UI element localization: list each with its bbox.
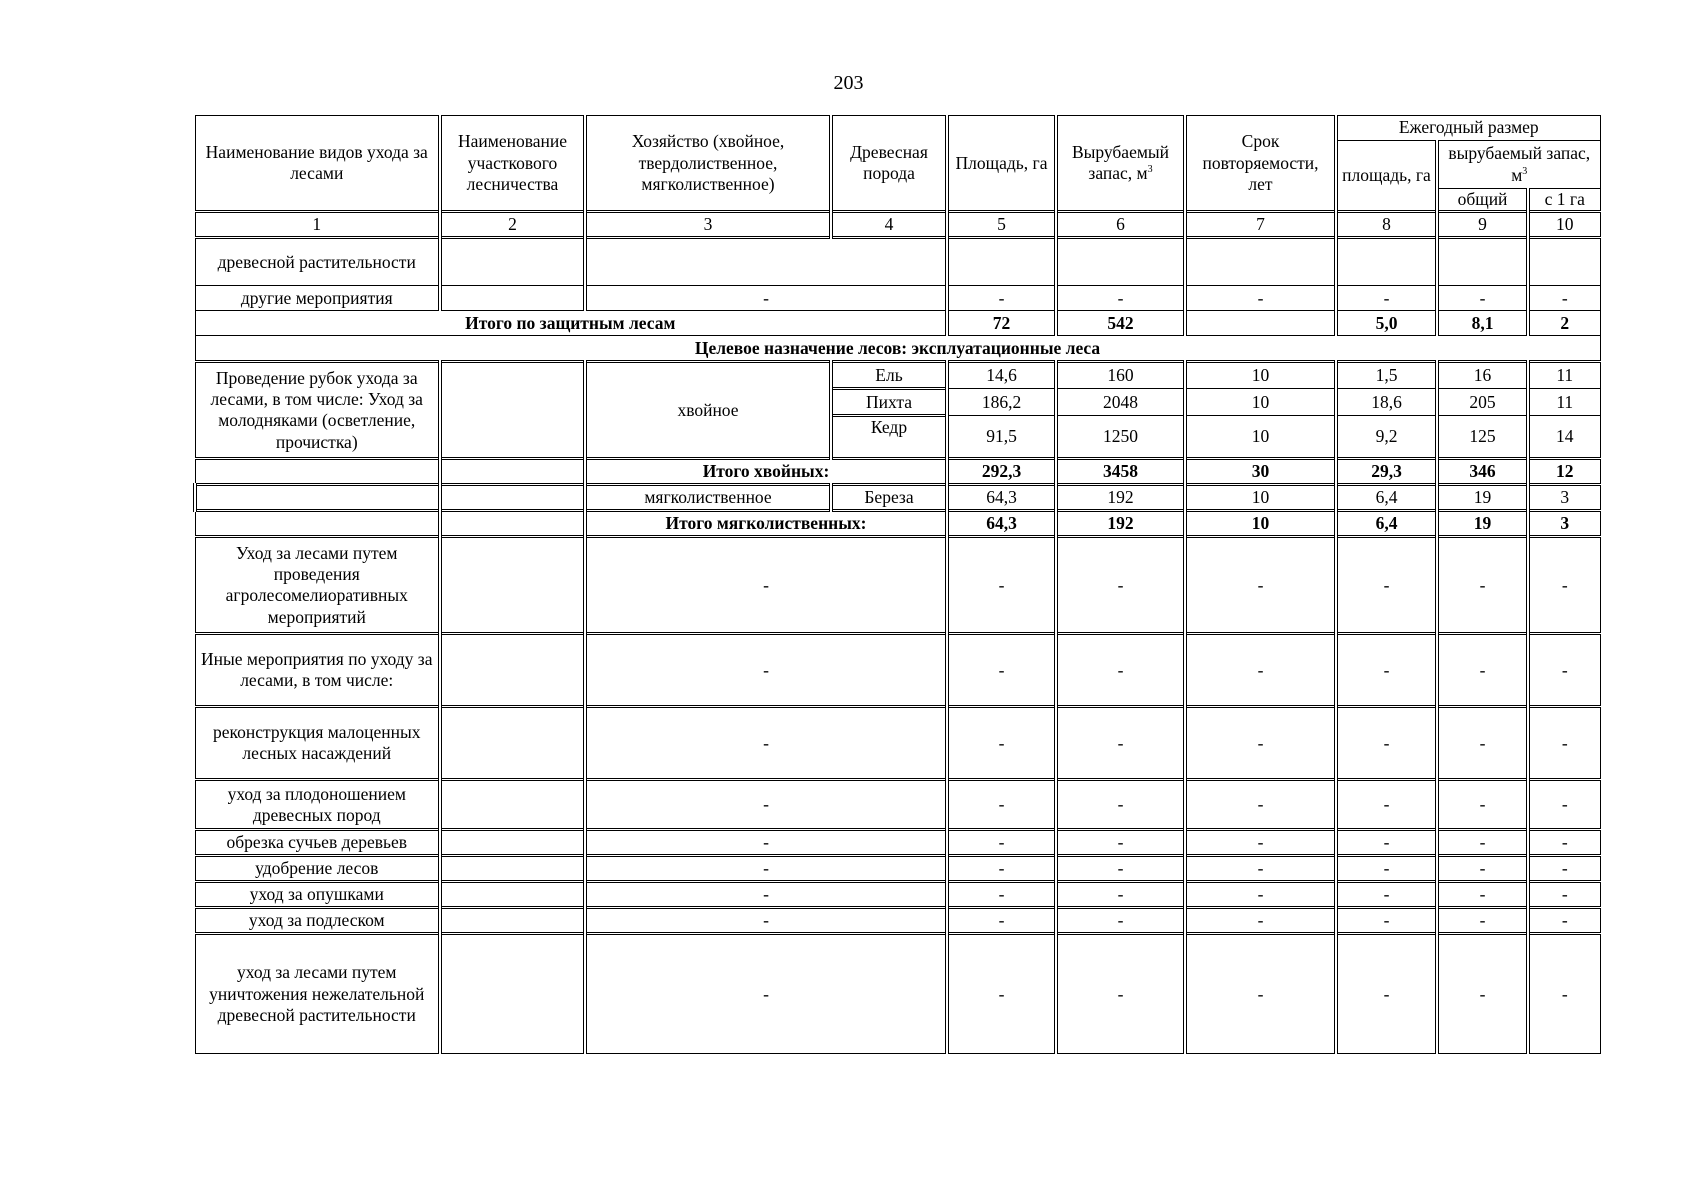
activity-label: древесной растительности [195,238,440,286]
total-row: Итого мягколиственных: 64,3 192 10 6,4 19 3 [195,511,1600,537]
activity-label: Иные мероприятия по уходу за лесами, в том числе: [195,634,440,707]
activity-label: уход за подлеском [195,908,440,934]
page-number: 203 [833,72,864,94]
activity-label: обрезка сучьев деревьев [195,830,440,856]
col-num: 1 [195,212,440,238]
table-row [195,238,1600,286]
table-row: удобрение лесов - - - - - - - [195,856,1600,882]
activity-label: уход за лесами путем уничтожения нежелательной древесной растительности [195,934,440,1054]
header-row [195,116,1600,141]
table-row: реконструкция малоценных лесных насаждений - - - - - - - [195,707,1600,780]
activity-label: Проведение рубок ухода за лесами, в том числе: Уход за молодняками (осветление, прочистка) [195,362,440,459]
conifer-total-label: Итого хвойных: [585,459,947,485]
col-num: 5 [947,212,1056,238]
activity-label: уход за опушками [195,882,440,908]
header-annual-area: площадь, га [1336,141,1437,212]
col-num: 3 [585,212,831,238]
header-col6: Вырубаемый запас, $м^3$ [1056,116,1185,212]
total-row: Итого по защитным лесам 72 542 5,0 8,1 2 [195,311,1600,336]
col-num: 7 [1185,212,1336,238]
activity-label: уход за плодоношением древесных пород [195,780,440,830]
column-numbers-row [195,212,1600,238]
table-row: другие мероприятия - - - - - - - [195,286,1600,311]
header-col2: Наименование участкового лесничества [440,116,585,212]
header-annual-total: общий [1437,189,1528,212]
col-num: 4 [831,212,947,238]
table-row: Кедр 91,5 1250 10 9,2 125 14 [195,416,1600,459]
total-row: Итого хвойных: 292,3 3458 30 29,3 346 12 [195,459,1600,485]
species: Пихта [831,389,947,416]
protective-total-label: Итого по защитным лесам [195,311,947,336]
table-row: Уход за лесами путем проведения агролесомелиоративных мероприятий - - - - - - - [195,537,1600,634]
species: Кедр [831,416,947,459]
header-annual-volume: вырубаемый запас, $м^3$ [1437,141,1600,189]
activity-label: Уход за лесами путем проведения агролесомелиоративных мероприятий [195,537,440,634]
table-row: мягколиственное Береза 64,3 192 10 6,4 19 3 [195,485,1600,511]
forest-care-table [193,115,1601,1054]
table-row: Иные мероприятия по уходу за лесами, в том числе: - - - - - - - [195,634,1600,707]
table-row: обрезка сучьев деревьев - - - - - - - [195,830,1600,856]
section-row [195,336,1600,362]
table-row: уход за подлеском - - - - - - - [195,908,1600,934]
species: Береза [831,485,947,511]
table-row: Проведение рубок ухода за лесами, в том числе: Уход за молодняками (осветление, прочистка) хвойное Ель 14,6 160 10 1,5 16 11 [195,362,1600,389]
header-col1: Наименование видов ухода за лесами [195,116,440,212]
header-annual-per-ha: с 1 га [1528,189,1600,212]
activity-label: реконструкция малоценных лесных насаждений [195,707,440,780]
species: Ель [831,362,947,389]
activity-label: удобрение лесов [195,856,440,882]
col-num: 10 [1528,212,1600,238]
col-num: 8 [1336,212,1437,238]
header-col7: Срок повторяемости, лет [1185,116,1336,212]
section-title: Целевое назначение лесов: эксплуатационные леса [195,336,1600,362]
header-annual: Ежегодный размер [1336,116,1600,141]
farm-type: мягколиственное [585,485,831,511]
col-num: 6 [1056,212,1185,238]
softwood-total-label: Итого мягколиственных: [585,511,947,537]
table-row: уход за лесами путем уничтожения нежелательной древесной растительности - - - - - - - [195,934,1600,1054]
col-num: 9 [1437,212,1528,238]
header-col4: Древесная порода [831,116,947,212]
header-col5: Площадь, га [947,116,1056,212]
table-row: уход за опушками - - - - - - - [195,882,1600,908]
farm-type: хвойное [585,362,831,459]
table-row: уход за плодоношением древесных пород - - - - - - - [195,780,1600,830]
activity-label: другие мероприятия [195,286,440,311]
header-col3: Хозяйство (хвойное, твердолиственное, мягколиственное) [585,116,831,212]
table-row: Пихта 186,2 2048 10 18,6 205 11 [195,389,1600,416]
col-num: 2 [440,212,585,238]
